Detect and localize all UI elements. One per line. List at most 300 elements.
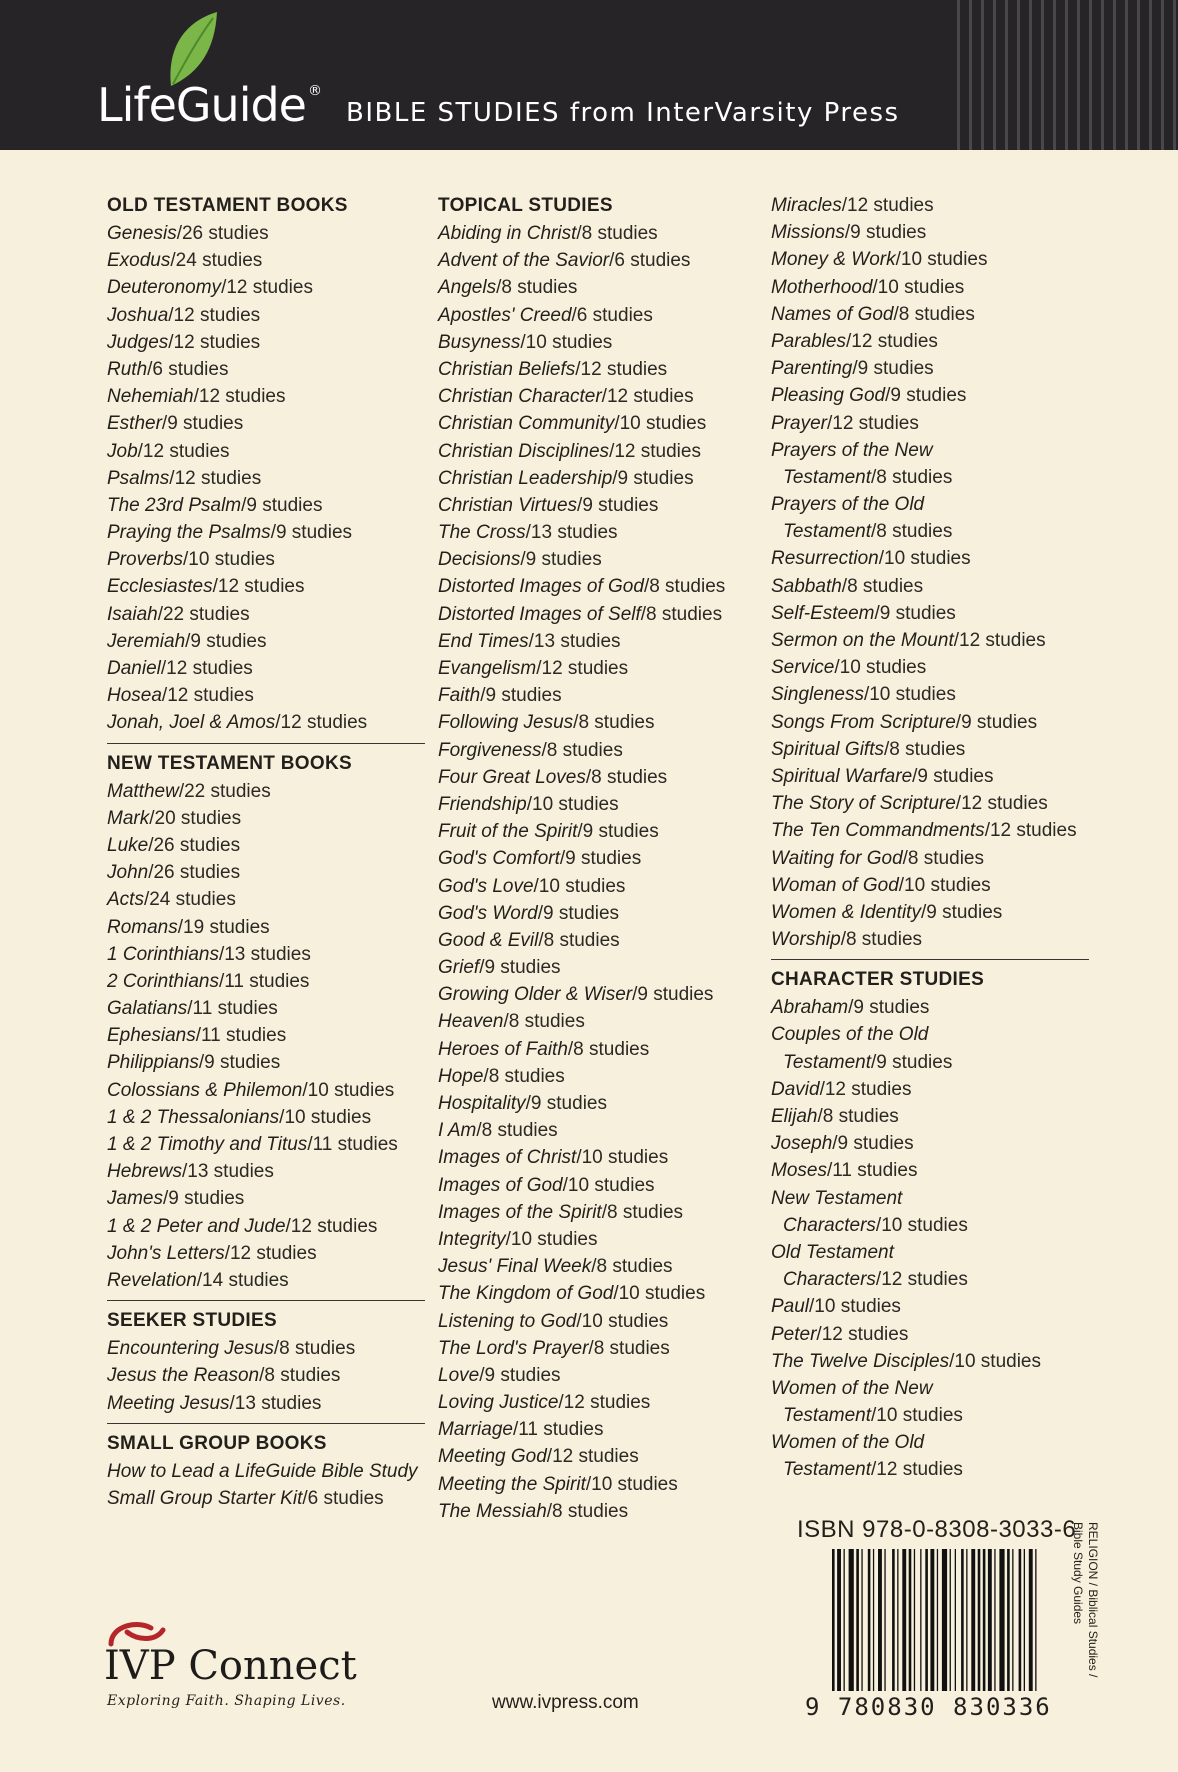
study-title: Testament bbox=[783, 466, 872, 488]
study-item bbox=[107, 329, 427, 356]
study-count: /14 studies bbox=[196, 1269, 289, 1291]
study-count: /9 studies bbox=[241, 494, 323, 516]
study-title: The Kingdom of God bbox=[438, 1283, 614, 1305]
study-count: /10 studies bbox=[871, 1405, 963, 1427]
study-count: /12 studies bbox=[168, 304, 261, 326]
study-title: Esther bbox=[107, 413, 162, 435]
study-title: Advent of the Savior bbox=[438, 250, 610, 272]
study-title: Loving Justice bbox=[438, 1392, 559, 1414]
study-item bbox=[438, 274, 758, 301]
study-count: /8 studies bbox=[871, 466, 953, 488]
barcode-bar bbox=[925, 1549, 928, 1691]
study-title: Testament bbox=[783, 1051, 872, 1073]
study-item bbox=[107, 1213, 427, 1240]
study-title: Prayer bbox=[771, 412, 827, 434]
study-title: Forgiveness bbox=[438, 739, 542, 761]
study-item bbox=[438, 383, 758, 410]
study-item bbox=[771, 491, 1091, 518]
study-count: /9 studies bbox=[198, 1052, 281, 1074]
study-item bbox=[771, 1103, 1091, 1130]
study-count: /9 studies bbox=[480, 685, 562, 707]
study-title: Sabbath bbox=[771, 575, 842, 597]
study-count: /8 studies bbox=[541, 739, 623, 761]
study-count: /8 studies bbox=[496, 277, 578, 299]
study-item bbox=[438, 438, 758, 465]
study-title: God's Love bbox=[438, 875, 534, 897]
study-item bbox=[107, 995, 427, 1022]
study-title: Names of God bbox=[771, 303, 894, 325]
study-title: Moses bbox=[771, 1160, 827, 1182]
study-count: /10 studies bbox=[878, 548, 971, 570]
study-item bbox=[438, 709, 758, 736]
study-count: /12 studies bbox=[160, 658, 253, 679]
study-count: /8 studies bbox=[546, 1500, 629, 1522]
study-item bbox=[107, 492, 427, 519]
category-line-2: Bible Study Guides bbox=[1071, 1522, 1085, 1625]
study-count: /13 studies bbox=[181, 1161, 274, 1183]
barcode-bar bbox=[971, 1549, 975, 1691]
study-count: /9 studies bbox=[871, 1051, 953, 1073]
study-item bbox=[771, 192, 1091, 219]
study-count: /9 studies bbox=[559, 848, 642, 870]
study-count: /8 studies bbox=[538, 929, 620, 951]
study-count: /12 studies bbox=[212, 576, 305, 598]
study-title: Listening to God bbox=[438, 1310, 577, 1332]
study-title: Isaiah bbox=[107, 603, 158, 625]
study-item bbox=[107, 1104, 427, 1131]
study-count: /9 studies bbox=[520, 549, 602, 571]
study-item bbox=[771, 301, 1091, 328]
study-count: /24 studies bbox=[170, 250, 263, 272]
barcode-bar bbox=[892, 1549, 895, 1691]
study-title: Nehemiah bbox=[107, 386, 194, 408]
study-item bbox=[438, 546, 758, 573]
barcode-image bbox=[832, 1549, 1042, 1691]
study-count: /8 studies bbox=[591, 1256, 673, 1278]
barcode-bar bbox=[978, 1549, 981, 1691]
study-count: /10 studies bbox=[614, 413, 707, 435]
study-item bbox=[771, 627, 1091, 654]
section-heading: SMALL GROUP BOOKS bbox=[107, 1432, 327, 1454]
study-title: Spiritual Warfare bbox=[771, 765, 913, 787]
study-item bbox=[771, 926, 1091, 953]
study-item bbox=[107, 410, 427, 437]
section bbox=[107, 192, 427, 737]
study-title: The Lord's Prayer bbox=[438, 1337, 589, 1359]
barcode-bar bbox=[1035, 1549, 1036, 1691]
study-item bbox=[107, 302, 427, 329]
study-item bbox=[438, 1362, 758, 1389]
study-count: /10 studies bbox=[526, 793, 619, 815]
study-title: Parables bbox=[771, 330, 846, 352]
barcode-bar bbox=[950, 1549, 951, 1691]
study-title: Testament bbox=[783, 1405, 872, 1427]
study-count: /13 studies bbox=[528, 630, 621, 652]
study-count: /8 studies bbox=[588, 1337, 670, 1359]
barcode-number: 9 780830 830336 bbox=[805, 1693, 1052, 1721]
study-count: /12 studies bbox=[955, 793, 1048, 815]
study-title: Women of the New bbox=[771, 1377, 933, 1399]
study-title: Friendship bbox=[438, 793, 527, 815]
study-count: /9 studies bbox=[162, 1188, 245, 1210]
study-title: Matthew bbox=[107, 780, 179, 802]
study-count: /8 studies bbox=[483, 1065, 565, 1087]
section-divider bbox=[107, 1300, 425, 1301]
header-stripes bbox=[948, 0, 1178, 150]
study-title: Deuteronomy bbox=[107, 277, 222, 299]
study-title: Distorted Images of Self bbox=[438, 603, 641, 625]
study-count: /10 studies bbox=[279, 1106, 372, 1128]
study-title: Faith bbox=[438, 685, 481, 707]
study-title: Woman of God bbox=[771, 874, 899, 896]
study-title: Jesus the Reason bbox=[107, 1365, 260, 1387]
study-count: /11 studies bbox=[826, 1160, 918, 1182]
lifeguide-logo bbox=[97, 78, 321, 132]
column-right bbox=[771, 192, 1091, 1484]
study-count: /19 studies bbox=[177, 916, 270, 938]
study-title: Abraham bbox=[771, 997, 849, 1019]
barcode-bar bbox=[942, 1549, 947, 1691]
study-item bbox=[107, 805, 427, 832]
study-title: Singleness bbox=[771, 684, 864, 706]
study-item bbox=[107, 1185, 427, 1212]
column-left bbox=[107, 192, 427, 1512]
study-title: New Testament bbox=[771, 1187, 903, 1209]
barcode-bar bbox=[1019, 1549, 1022, 1691]
study-count: /10 studies bbox=[576, 1147, 669, 1169]
study-count: /8 studies bbox=[576, 223, 658, 244]
study-item bbox=[438, 682, 758, 709]
study-item bbox=[771, 845, 1091, 872]
study-item bbox=[771, 410, 1091, 437]
section-heading: CHARACTER STUDIES bbox=[771, 969, 985, 991]
study-count: /12 studies bbox=[275, 712, 368, 734]
study-item bbox=[438, 737, 758, 764]
study-item bbox=[107, 1131, 427, 1158]
study-count: /11 studies bbox=[218, 970, 310, 992]
study-count: /9 studies bbox=[577, 494, 659, 516]
study-count: /12 studies bbox=[546, 1446, 639, 1468]
study-title: 1 Corinthians bbox=[107, 943, 219, 965]
study-title: Prayers of the Old bbox=[771, 494, 925, 516]
study-title: Songs From Scripture bbox=[771, 711, 956, 733]
study-count: /8 studies bbox=[902, 847, 984, 869]
study-count: /9 studies bbox=[912, 765, 994, 787]
barcode-bar bbox=[983, 1549, 986, 1691]
study-count: /10 studies bbox=[183, 549, 275, 571]
study-item bbox=[438, 954, 758, 981]
study-title: Colossians & Philemon bbox=[107, 1079, 303, 1101]
study-count: /9 studies bbox=[920, 901, 1003, 923]
study-count: /12 studies bbox=[169, 467, 262, 489]
study-item bbox=[771, 545, 1091, 572]
study-count: /10 studies bbox=[533, 875, 626, 897]
study-count: /26 studies bbox=[176, 223, 269, 244]
study-title: Evangelism bbox=[438, 658, 537, 679]
study-item bbox=[438, 1443, 758, 1470]
study-item bbox=[771, 1375, 1091, 1402]
study-title: Exodus bbox=[107, 250, 171, 272]
study-title: Distorted Images of God bbox=[438, 576, 644, 598]
study-title: Peter bbox=[771, 1323, 817, 1345]
study-item bbox=[107, 1158, 427, 1185]
study-title: How to Lead a LifeGuide Bible Study bbox=[107, 1460, 418, 1482]
study-title: Jonah, Joel & Amos bbox=[107, 712, 276, 734]
study-title: Money & Work bbox=[771, 249, 896, 271]
study-item bbox=[107, 546, 427, 573]
study-item bbox=[438, 356, 758, 383]
study-count: /12 studies bbox=[536, 658, 629, 679]
study-count: /8 studies bbox=[817, 1106, 899, 1127]
study-count: /22 studies bbox=[178, 780, 271, 802]
study-item bbox=[438, 791, 758, 818]
study-item bbox=[771, 1239, 1091, 1266]
study-title: Paul bbox=[771, 1296, 810, 1318]
study-title: Four Great Loves bbox=[438, 766, 586, 788]
study-title: Meeting Jesus bbox=[107, 1392, 230, 1414]
study-count: /8 studies bbox=[883, 738, 966, 760]
study-count: /9 studies bbox=[832, 1133, 914, 1155]
study-title: 2 Corinthians bbox=[107, 970, 219, 992]
study-item bbox=[438, 220, 758, 247]
barcode-bar bbox=[955, 1549, 956, 1691]
study-title: Acts bbox=[107, 889, 144, 911]
study-item bbox=[771, 600, 1091, 627]
study-count: /26 studies bbox=[148, 862, 241, 884]
study-title: Ephesians bbox=[107, 1025, 196, 1047]
website-url: www.ivpress.com bbox=[492, 1692, 639, 1713]
study-count: /9 studies bbox=[161, 413, 244, 435]
study-item bbox=[771, 790, 1091, 817]
study-item bbox=[771, 1076, 1091, 1103]
study-title: Growing Older & Wiser bbox=[438, 984, 633, 1006]
study-title: Christian Leadership bbox=[438, 467, 613, 489]
study-item bbox=[438, 1335, 758, 1362]
isbn-text: ISBN 978-0-8308-3033-6 bbox=[797, 1516, 1077, 1543]
header-tagline: BIBLE STUDIES from InterVarsity Press bbox=[346, 98, 900, 128]
study-item bbox=[107, 914, 427, 941]
study-item bbox=[771, 246, 1091, 273]
study-title: Worship bbox=[771, 929, 841, 951]
study-title: The Ten Commandments bbox=[771, 820, 985, 842]
study-count: /11 studies bbox=[187, 998, 278, 1020]
study-item bbox=[771, 1266, 1091, 1293]
study-item bbox=[438, 845, 758, 872]
study-item bbox=[438, 1172, 758, 1199]
study-item bbox=[107, 1362, 427, 1389]
study-item bbox=[771, 1049, 1091, 1076]
study-title: Christian Community bbox=[438, 413, 615, 435]
study-title: Testament bbox=[783, 1459, 872, 1481]
study-count: /12 studies bbox=[609, 440, 701, 462]
study-title: Heaven bbox=[438, 1011, 504, 1033]
study-title: Characters bbox=[783, 1214, 876, 1236]
study-title: The Messiah bbox=[438, 1500, 547, 1522]
section-heading: OLD TESTAMENT BOOKS bbox=[107, 195, 348, 216]
study-title: Genesis bbox=[107, 223, 177, 244]
study-title: Marriage bbox=[438, 1419, 513, 1441]
study-count: /10 studies bbox=[302, 1079, 395, 1101]
study-item bbox=[107, 1022, 427, 1049]
barcode-bar bbox=[914, 1549, 915, 1691]
study-title: Pleasing God bbox=[771, 385, 886, 407]
barcode-bar bbox=[994, 1549, 995, 1691]
study-title: Integrity bbox=[438, 1228, 506, 1250]
study-count: /10 studies bbox=[585, 1473, 678, 1495]
study-title: Psalms bbox=[107, 467, 170, 489]
publisher-name: IVP Connect bbox=[104, 1643, 357, 1689]
study-count: /8 studies bbox=[643, 576, 726, 598]
study-item bbox=[771, 382, 1091, 409]
study-count: /8 studies bbox=[871, 521, 953, 543]
study-title: I Am bbox=[438, 1120, 477, 1142]
study-item bbox=[438, 900, 758, 927]
study-item bbox=[438, 818, 758, 845]
barcode-bar bbox=[873, 1549, 874, 1691]
study-item bbox=[107, 886, 427, 913]
study-item bbox=[107, 941, 427, 968]
study-title: Images of God bbox=[438, 1174, 563, 1196]
study-item bbox=[771, 1021, 1091, 1048]
study-item bbox=[438, 1036, 758, 1063]
study-count: /9 studies bbox=[852, 358, 934, 380]
barcode-bar bbox=[861, 1549, 862, 1691]
study-item bbox=[107, 465, 427, 492]
study-count: /9 studies bbox=[270, 522, 353, 544]
study-title: Joshua bbox=[107, 304, 169, 326]
study-count: /12 studies bbox=[161, 685, 254, 707]
category-line-1: RELIGION / Biblical Studies / bbox=[1086, 1522, 1100, 1678]
study-item bbox=[771, 1157, 1091, 1184]
study-title: Busyness bbox=[438, 331, 521, 353]
study-count: /9 studies bbox=[537, 902, 620, 924]
study-count: /11 studies bbox=[307, 1134, 398, 1155]
study-item bbox=[771, 763, 1091, 790]
study-item bbox=[438, 410, 758, 437]
barcode-bar bbox=[856, 1549, 859, 1691]
study-item bbox=[107, 573, 427, 600]
barcode-bar bbox=[884, 1549, 885, 1691]
study-title: Images of the Spirit bbox=[438, 1201, 602, 1223]
study-count: /8 studies bbox=[840, 929, 923, 951]
study-title: John bbox=[107, 862, 149, 884]
study-item bbox=[438, 628, 758, 655]
study-count: /12 studies bbox=[953, 630, 1046, 651]
barcode-bar bbox=[961, 1549, 964, 1691]
study-title: Missions bbox=[771, 222, 845, 244]
barcode-bar bbox=[999, 1549, 1004, 1691]
study-item bbox=[771, 899, 1091, 926]
study-count: /12 studies bbox=[816, 1323, 909, 1345]
study-item bbox=[438, 764, 758, 791]
study-title: Characters bbox=[783, 1269, 876, 1291]
study-title: Grief bbox=[438, 957, 480, 979]
study-title: 1 & 2 Peter and Jude bbox=[107, 1215, 286, 1237]
study-item bbox=[107, 274, 427, 301]
study-count: /11 studies bbox=[512, 1419, 604, 1441]
study-title: Hebrews bbox=[107, 1161, 182, 1183]
study-title: Job bbox=[107, 440, 138, 462]
study-title: Luke bbox=[107, 834, 149, 856]
study-title: End Times bbox=[438, 630, 529, 652]
study-title: Jesus' Final Week bbox=[438, 1256, 592, 1278]
barcode-bar bbox=[909, 1549, 912, 1691]
barcode-bar bbox=[937, 1549, 938, 1691]
study-count: /9 studies bbox=[848, 997, 930, 1019]
study-title: Service bbox=[771, 657, 835, 679]
barcode-bar bbox=[988, 1549, 992, 1691]
study-item bbox=[107, 859, 427, 886]
study-count: /8 studies bbox=[476, 1120, 558, 1142]
section-divider bbox=[771, 959, 1089, 960]
study-count: /12 studies bbox=[221, 277, 313, 299]
study-item bbox=[771, 1212, 1091, 1239]
study-item bbox=[438, 655, 758, 682]
study-title: Spiritual Gifts bbox=[771, 738, 884, 760]
study-title: Love bbox=[438, 1364, 480, 1386]
study-item bbox=[107, 778, 427, 805]
study-item bbox=[771, 464, 1091, 491]
barcode-bar bbox=[878, 1549, 882, 1691]
study-item bbox=[771, 709, 1091, 736]
study-item bbox=[438, 329, 758, 356]
study-item bbox=[771, 1429, 1091, 1456]
study-title: Self-Esteem bbox=[771, 602, 875, 624]
study-title: Small Group Starter Kit bbox=[107, 1487, 303, 1509]
study-count: /10 studies bbox=[834, 657, 927, 679]
study-count: /10 studies bbox=[872, 276, 965, 298]
study-item bbox=[771, 274, 1091, 301]
study-item bbox=[438, 927, 758, 954]
section bbox=[771, 959, 1091, 1483]
study-count: /9 studies bbox=[185, 630, 267, 652]
study-title: Elijah bbox=[771, 1106, 818, 1127]
study-count: /9 studies bbox=[874, 602, 956, 624]
study-title: Couples of the Old bbox=[771, 1024, 929, 1046]
column-middle bbox=[438, 192, 758, 1525]
study-count: /8 studies bbox=[601, 1201, 684, 1223]
study-count: /9 studies bbox=[525, 1093, 607, 1114]
study-title: Christian Character bbox=[438, 386, 602, 408]
section bbox=[438, 192, 758, 1525]
barcode-bar bbox=[897, 1549, 898, 1691]
study-count: /8 studies bbox=[585, 766, 668, 788]
study-title: Praying the Psalms bbox=[107, 522, 271, 544]
study-item bbox=[107, 220, 427, 247]
study-item bbox=[438, 1008, 758, 1035]
study-count: /8 studies bbox=[573, 712, 655, 734]
study-count: /10 studies bbox=[895, 249, 988, 271]
study-count: /9 studies bbox=[885, 385, 967, 407]
study-title: Old Testament bbox=[771, 1241, 894, 1263]
section-heading: TOPICAL STUDIES bbox=[438, 195, 613, 216]
study-title: Apostles' Creed bbox=[438, 304, 572, 326]
study-item bbox=[107, 1458, 427, 1485]
study-item bbox=[771, 1456, 1091, 1483]
study-item bbox=[771, 872, 1091, 899]
study-title: Testament bbox=[783, 521, 872, 543]
study-title: Hospitality bbox=[438, 1093, 526, 1114]
barcode-bar bbox=[844, 1549, 845, 1691]
study-item bbox=[107, 655, 427, 682]
study-item bbox=[107, 1240, 427, 1267]
study-count: /12 studies bbox=[285, 1215, 378, 1237]
study-item bbox=[107, 247, 427, 274]
study-title: Judges bbox=[107, 331, 169, 353]
study-item bbox=[438, 573, 758, 600]
study-count: /12 studies bbox=[826, 412, 919, 434]
logo-text: LifeGuide bbox=[97, 78, 306, 132]
